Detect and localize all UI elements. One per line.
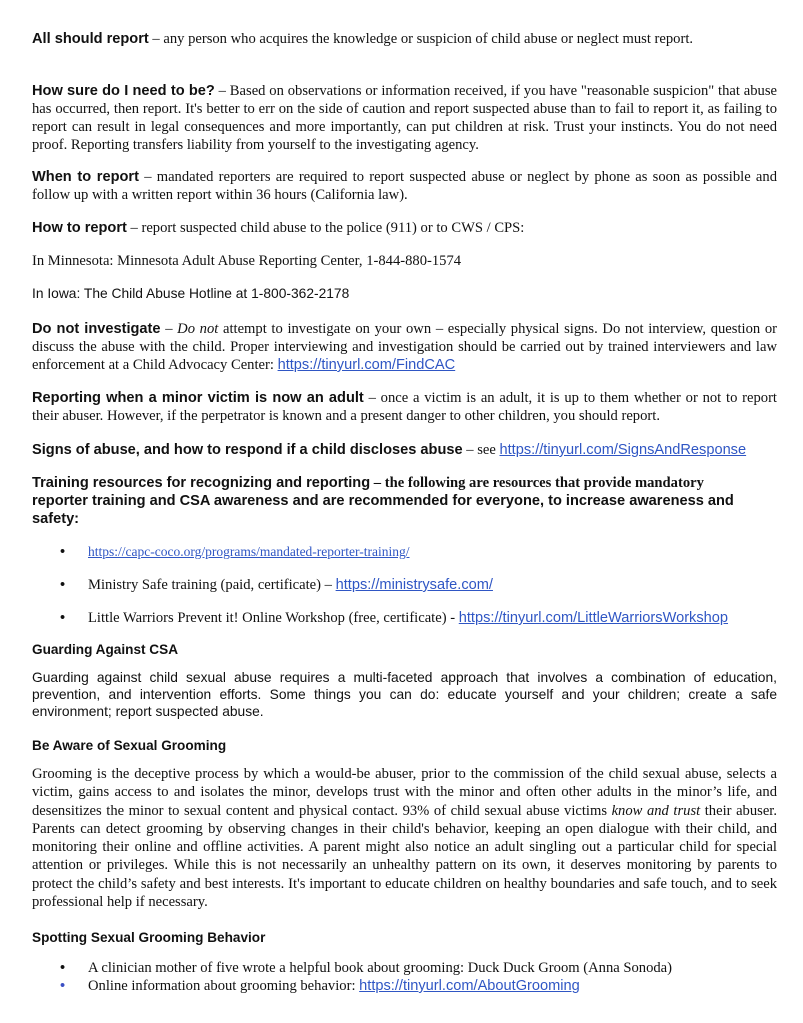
signs-and-response-link[interactable]: https://tinyurl.com/SignsAndResponse <box>499 442 747 458</box>
spotting-heading: Spotting Sexual Grooming Behavior <box>32 930 266 945</box>
little-warriors-link[interactable]: https://tinyurl.com/LittleWarriorsWorkshop <box>458 610 729 626</box>
list-item: • Little Warriors Prevent it! Online Workshop (free, certificate) - https://tinyurl.com/LittleWarriorsWorkshop <box>60 610 729 626</box>
all-should-report-paragraph: All should report – any person who acquires the knowledge or suspicion of child abuse or neglect must report. <box>32 31 694 47</box>
do-not-investigate-paragraph: Do not investigate – Do not attempt to investigate on your own – especially physical signs. Do not interview, question or discuss the abuse with the child. Proper interviewing and investigation should be carried out by trained interviewers and law enforcement at a Child Advocacy Center: https://tinyurl.com/FindCAC <box>32 321 777 373</box>
spotting-list <box>32 959 777 995</box>
grooming-paragraph: Grooming is the deceptive process by which a would-be abuser, prior to the commission of the child sexual abuse, selects a victim, gains access to and isolates the minor, develops trust with the minor and often other adults in the minor’s life, and desensitizes the minor to sexual content and physical contact. 93% of child sexual abuse victims know and trust their abuser. Parents can detect grooming by observing changes in their child's behavior, keeping an open dialogue with their child, and monitoring their online and offline activities. A parent might also notice an adult singling out a particular child for special attention or privileges. While this is not necessarily an unhealthy pattern on its own, it deserves monitoring by parents to protect the child’s safety and best interests. It's important to educate children on healthy boundaries and safe touch, and to seek professional help if necessary. <box>32 766 777 911</box>
how-sure-paragraph: How sure do I need to be? – Based on observations or information received, if you have "reasonable suspicion" that abuse has occurred, then report. It's better to err on the side of caution and report suspected abuse than to fail to report it, as failing to report can result in legal consequences and more importantly, can put children at risk. Trust your instincts. You do not need proof. Reporting transfers liability from yourself to the investigating agency. <box>32 83 777 153</box>
iowa-line: In Iowa: The Child Abuse Hotline at 1-800-362-2178 <box>32 286 350 301</box>
guarding-heading: Guarding Against CSA <box>32 642 179 657</box>
guarding-paragraph: Guarding against child sexual abuse requires a multi-faceted approach that involves a combination of education, prevention, and intervention efforts. Some things you can do: educate yourself and your children; create a safe environment; report suspected abuse. <box>32 670 777 719</box>
minnesota-line: In Minnesota: Minnesota Adult Abuse Reporting Center, 1-844-880-1574 <box>32 253 462 269</box>
minor-now-adult-paragraph: Reporting when a minor victim is now an adult – once a victim is an adult, it is up to them whether or not to report their abuser. However, if the perpetrator is known and a present danger to other children, you should report. <box>32 390 777 424</box>
list-item: • Ministry Safe training (paid, certificate) – https://ministrysafe.com/ <box>60 577 493 593</box>
find-cac-link[interactable]: https://tinyurl.com/FindCAC <box>277 357 456 373</box>
list-item: • https://capc-coco.org/programs/mandated-reporter-training/ <box>60 544 410 560</box>
training-resources-list <box>32 543 777 627</box>
list-item: • A clinician mother of five wrote a helpful book about grooming: Duck Duck Groom (Anna Sonoda) <box>60 960 673 976</box>
grooming-heading: Be Aware of Sexual Grooming <box>32 738 227 753</box>
list-item: • Online information about grooming behavior: https://tinyurl.com/AboutGrooming <box>60 978 580 994</box>
ministry-safe-link[interactable]: https://ministrysafe.com/ <box>335 577 493 593</box>
label: All should report <box>32 31 149 47</box>
when-to-report-paragraph: When to report – mandated reporters are required to report suspected abuse or neglect by phone as soon as possible and follow up with a written report within 36 hours (California law). <box>32 169 777 203</box>
about-grooming-link[interactable]: https://tinyurl.com/AboutGrooming <box>359 978 580 994</box>
signs-paragraph: Signs of abuse, and how to respond if a child discloses abuse – see https://tinyurl.com/SignsAndResponse <box>32 442 747 458</box>
capc-training-link[interactable]: https://capc-coco.org/programs/mandated-reporter-training/ <box>88 544 410 559</box>
training-paragraph: Training resources for recognizing and reporting – the following are resources that provide mandatory reporter training and CSA awareness and are recommended for everyone, to increase awareness and safety: <box>32 475 734 527</box>
how-to-report-paragraph: How to report – report suspected child abuse to the police (911) or to CWS / CPS: <box>32 220 525 236</box>
